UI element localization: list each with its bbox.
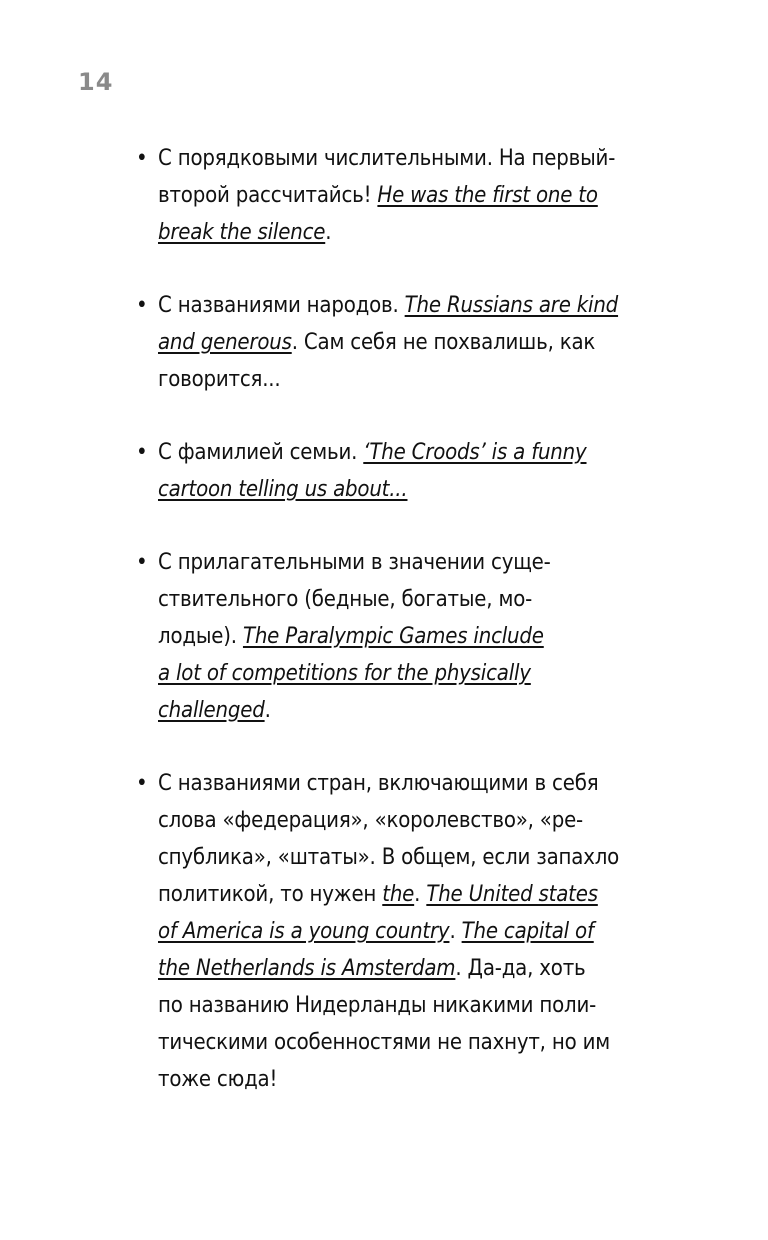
english-example: ‘The Croods’ is a funny (363, 440, 587, 465)
russian-text: С прилагательными в значении суще- (158, 550, 551, 575)
english-example: of America is a young country (158, 919, 450, 944)
russian-text: по названию Нидерланды никакими поли- (158, 993, 597, 1018)
text-line (158, 177, 690, 214)
text-line (158, 876, 690, 913)
english-example: The United states (426, 882, 598, 907)
text-line (158, 324, 690, 361)
text-line (158, 618, 690, 655)
russian-text: . Сам себя не похвалишь, как (291, 330, 596, 355)
russian-text: тическими особенностями не пахнут, но им (158, 1030, 610, 1055)
bullet-dot-icon: • (136, 550, 148, 575)
russian-text: . Да-да, хоть (455, 956, 586, 981)
russian-text: второй рассчитайсь! (158, 183, 378, 208)
bullet-item (130, 434, 690, 508)
russian-text: говорится... (158, 367, 281, 392)
russian-text: тоже сюда! (158, 1067, 278, 1092)
text-line (158, 839, 690, 876)
bullet-dot-icon: • (136, 771, 148, 796)
russian-text: ствительного (бедные, богатые, мо- (158, 587, 533, 612)
text-line (158, 471, 690, 508)
russian-text: . (414, 882, 427, 907)
text-line (158, 140, 690, 177)
russian-text: . (264, 698, 271, 723)
english-example: The Russians are kind (404, 293, 619, 318)
english-example: the (382, 882, 415, 907)
text-line (158, 987, 690, 1024)
english-example: cartoon telling us about... (158, 477, 408, 502)
bullet-item (130, 140, 690, 251)
text-line (158, 950, 690, 987)
text-line (158, 544, 690, 581)
text-line (158, 581, 690, 618)
english-example: The Paralympic Games include (242, 624, 544, 649)
bullet-dot-icon: • (136, 293, 148, 318)
english-example: challenged (158, 698, 265, 723)
bullet-dot-icon: • (136, 440, 148, 465)
bullet-item (130, 765, 690, 1098)
english-example: The capital of (461, 919, 594, 944)
bullet-list (130, 140, 690, 1134)
text-line (158, 655, 690, 692)
text-line (158, 214, 690, 251)
russian-text: спублика», «штаты». В общем, если запахло (158, 845, 620, 870)
russian-text: С порядковыми числительными. На первый- (158, 146, 616, 171)
bullet-item (130, 544, 690, 729)
russian-text: политикой, то нужен (158, 882, 383, 907)
text-line (158, 913, 690, 950)
russian-text: слова «федерация», «королевство», «ре- (158, 808, 583, 833)
text-line (158, 802, 690, 839)
english-example: the Netherlands is Amsterdam (158, 956, 456, 981)
bullet-item (130, 287, 690, 398)
russian-text: С названиями стран, включающими в себя (158, 771, 599, 796)
text-line (158, 434, 690, 471)
text-line (158, 692, 690, 729)
bullet-dot-icon: • (136, 146, 148, 171)
text-line (158, 1024, 690, 1061)
russian-text: С названиями народов. (158, 293, 405, 318)
text-line (158, 765, 690, 802)
english-example: a lot of competitions for the physically (158, 661, 531, 686)
english-example: and generous (158, 330, 292, 355)
russian-text: С фамилией семьи. (158, 440, 364, 465)
english-example: break the silence (158, 220, 326, 245)
text-line (158, 287, 690, 324)
page-number: 14 (78, 68, 114, 96)
russian-text: . (325, 220, 332, 245)
text-line (158, 361, 690, 398)
english-example: He was the first one to (377, 183, 598, 208)
russian-text: . (449, 919, 462, 944)
text-line (158, 1061, 690, 1098)
russian-text: лодые). (158, 624, 243, 649)
